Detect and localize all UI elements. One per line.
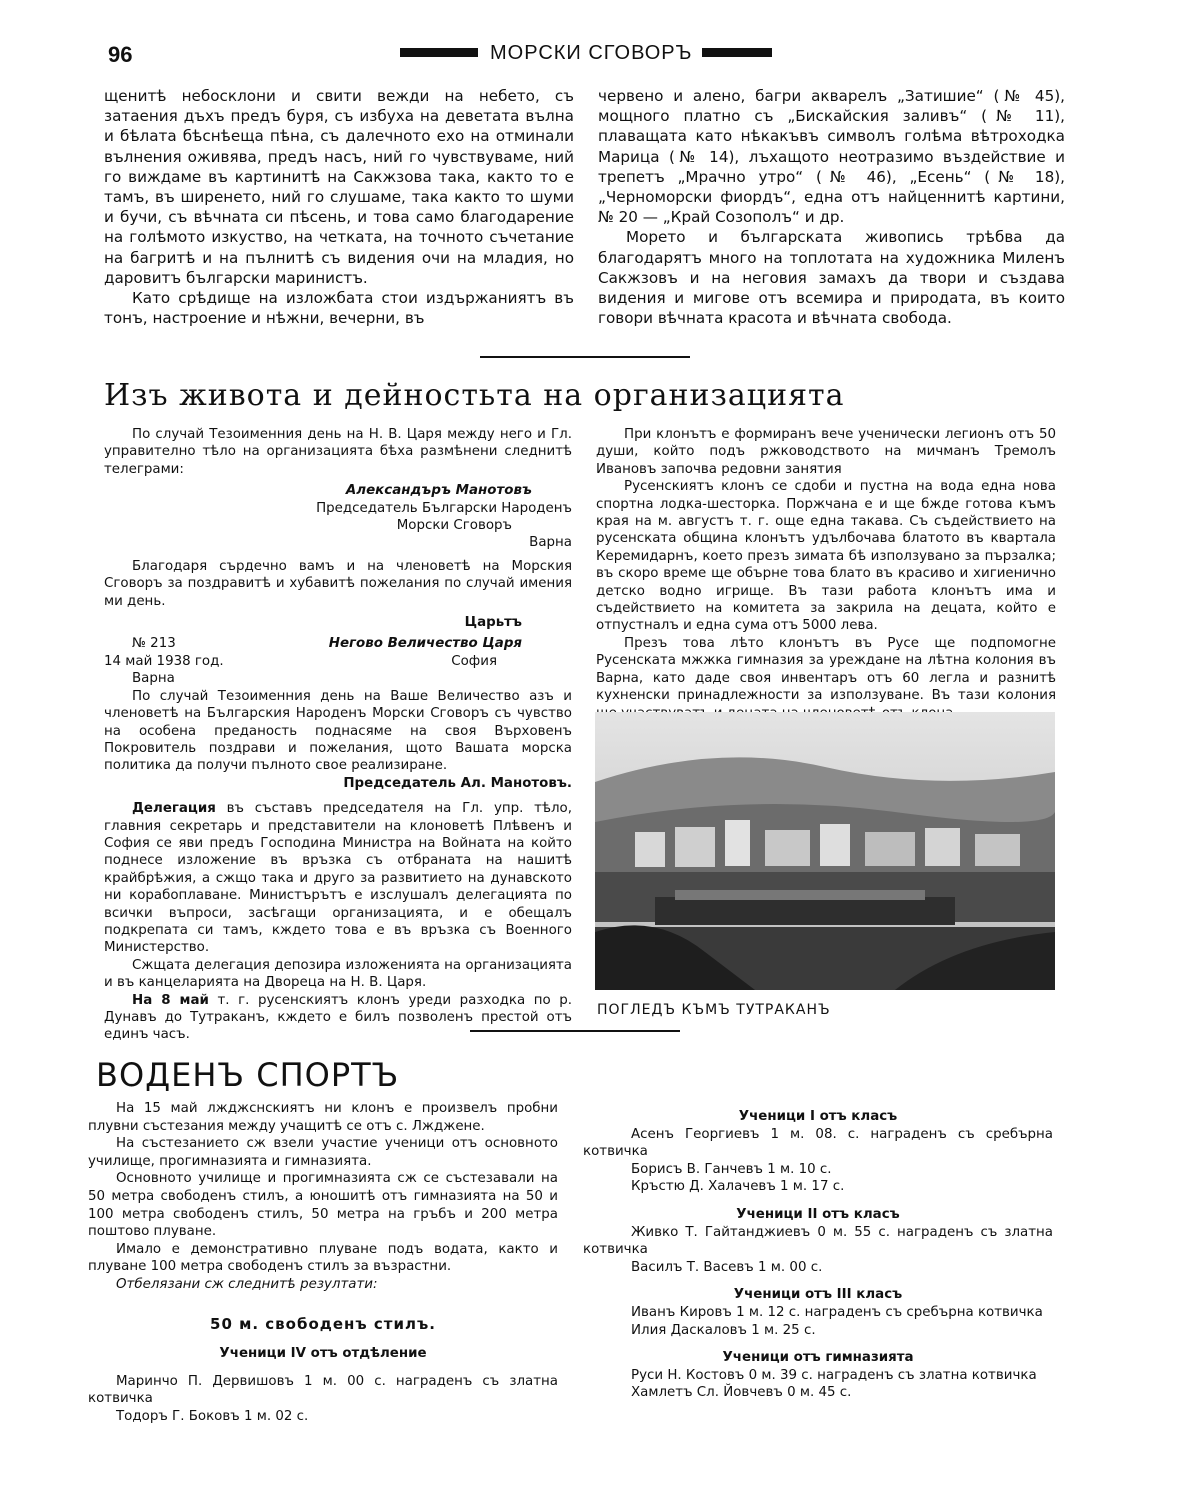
class2-result-2: Василъ Т. Васевъ 1 м. 00 с.	[631, 1259, 823, 1275]
page-number: 96	[108, 42, 133, 67]
photo-caption: ПОГЛЕДЪ КЪМЪ ТУТРАКАНЪ	[597, 1002, 831, 1018]
org-left-column	[104, 426, 572, 1044]
gym-result-2: Хамлетъ Сл. Йовчевъ 0 м. 45 с.	[631, 1385, 852, 1401]
org-right-p1: При клонътъ е формиранъ вече ученически легионъ отъ 50 души, който подъ ржководството на мичманъ Тремолъ Ивановъ започва редовни занятия	[596, 427, 1056, 477]
class1-result-2: Борисъ В. Ганчевъ 1 м. 10 с.	[631, 1161, 832, 1177]
sport-group-iv: Ученици IV отъ отдѣление	[219, 1346, 427, 1362]
telegram-addr-city: Варна	[529, 535, 572, 551]
org-p4-lead: Делегация	[132, 801, 216, 817]
sport-p3: Основното училище и прогимназията сж се състезавали на 50 метра свободенъ стилъ, а юношитѣ отъ гимназията на 50 и 100 метра свободенъ стилъ, 50 метра на гръбъ и 200 метра поштово плуване.	[88, 1171, 558, 1240]
org-p4-text: въ съставъ председателя на Гл. упр. тѣло, главния секретарь и представители на клоноветѣ Плѣвенъ и София се яви предъ Господина Министра на Войната на който поднесе изложение въ връзка съ отбраната на нашитѣ крайбрѣжия, а сжщо така и друго за развитието на дунавското ни корабоплаване. Министърътъ е изслушалъ делегацията по всички въпроси, засѣгащи организацията, и е обещалъ подкрепата си тамъ, кждето това е въ връзка съ Военного Министерство.	[104, 801, 572, 956]
class3-result-2: Илия Даскаловъ 1 м. 25 с.	[631, 1322, 816, 1338]
sport-result-2: Тодоръ Г. Боковъ 1 м. 02 с.	[116, 1408, 309, 1424]
group-class-2: Ученици II отъ класъ	[736, 1206, 900, 1222]
org-p6-lead: На 8 май	[132, 992, 209, 1008]
president-signature: Председатель Ал. Манотовъ.	[343, 775, 572, 791]
tsar-signature: Царьтъ	[464, 615, 522, 631]
sport-result-1: Маринчо П. Дервишовъ 1 м. 00 с. награденъ съ златна котвичка	[88, 1373, 558, 1407]
intro-right-p2: Морето и българската живопись трѣбва да благодарятъ много на топлотата на художника Миленъ Сакжзовъ и на неговия замахъ да твори и създава видения и мигове отъ всемира и природата, въ които говори вѣчната красота и вѣчната свобода.	[598, 228, 1065, 328]
intro-right-p1: червено и алено, багри акварелъ „Затишие“ (№ 45), мощного платно съ „Бискайския заливъ“ (№ 11), плаващата като нѣкакъвъ символъ голѣма вѣтроходка Марица (№ 14), лъхащото неотразимо въздействие и трепетъ „Мрачно утро“ (№ 46), „Есень“ (№ 18), „Черноморски фиордъ“, една отъ найценнитѣ картини, № 20 — „Край Созополъ“ и др.	[598, 87, 1065, 227]
intro-right-column	[598, 86, 1065, 328]
sport-right-column	[583, 1102, 1053, 1402]
telegram-recipient-city: София	[451, 653, 497, 669]
sport-p1: На 15 май лжджснскиятъ ни клонъ е произвелъ пробни плувни състезания между учащитѣ се отъ с. Лжджене.	[88, 1101, 558, 1134]
org-p6-text: т. г. русенскиятъ клонъ уреди разходка по р. Дунавъ до Тутраканъ, кждето е билъ позволенъ престой отъ единъ часъ.	[104, 992, 573, 1043]
telegram-meta-row2	[104, 653, 572, 670]
sport-section-title: ВОДЕНЪ СПОРТЪ	[96, 1056, 400, 1094]
telegram-sender-city: Варна	[132, 671, 175, 687]
class2-result-1: Живко Т. Гайтанджиевъ 0 м. 55 с. награденъ съ златна котвичка	[583, 1224, 1053, 1258]
header-bar-right	[702, 48, 772, 57]
tutrakan-photo-art	[595, 712, 1055, 990]
org-p3: По случай Тезоименния день на Ваше Величество азъ и членоветѣ на Българския Народенъ Морски Сговоръ съ чувство на особена преданость поднасяме на своя Върховенъ Покровитель поздрави и пожелания, щото Вашата морска политика да получи пълното свое реализиране.	[104, 688, 572, 774]
intro-left-p2: Като срѣдище на изложбата стои издържаниятъ въ тонъ, настроение и нѣжни, вечерни, въ	[104, 289, 574, 328]
sport-p4: Имало е демонстративно плуване подъ водата, както и плуване 100 метра свободенъ стилъ за възрастни.	[88, 1241, 558, 1275]
group-class-1: Ученици I отъ класъ	[738, 1109, 898, 1124]
org-p2: Благодаря сърдечно вамъ и на членоветѣ на Морския Сговоръ за поздравитѣ и хубавитѣ пожелания по случай имения ми день.	[104, 558, 572, 609]
gym-result-1: Руси Н. Костовъ 0 м. 39 с. награденъ съ златна котвичка	[631, 1367, 1037, 1383]
org-right-column	[596, 426, 1056, 722]
class1-result-3: Кръстю Д. Халачевъ 1 м. 17 с.	[631, 1179, 845, 1195]
group-gymnasium: Ученици отъ гимназията	[722, 1350, 914, 1366]
org-right-p3: Презъ това лѣто клонътъ въ Русе ще подпомогне Русенската мжжка гимназия за уреждане на лѣтна колония въ Варна, като даде своя инвентаръ отъ 60 легла и разнитѣ кухненски принадлежности за използуване. Въ тази колония	[596, 635, 1056, 704]
intro-left-column	[104, 86, 574, 328]
section-divider-1	[480, 356, 690, 358]
class3-result-1: Иванъ Кировъ 1 м. 12 с. награденъ съ сребърна котвичка	[631, 1304, 1043, 1320]
magazine-title: МОРСКИ СГОВОРЪ	[490, 42, 693, 64]
section-divider-2	[470, 1030, 680, 1032]
org-right-p2: Русенскиятъ клонъ се сдоби и пустна на вода една нова спортна лодка-шесторка. Поржчана е и ще бжде готова къмъ края на м. августъ т. г. още една такава. Съ съдействието на русенската община клонътъ удълбочава блатото въ квартала Керемидарнъ, което презъ зимата бѣ използувано за пързалка; въ скоро време ще обърне това блато въ красиво и хигиенично детско водно игрище. Въ тази работа клонътъ има и съдействието на комитета за закрила на децата, който е отпустналъ и една сума отъ 5000 лева.	[596, 479, 1056, 634]
org-p4	[104, 800, 572, 957]
org-p6	[104, 992, 572, 1044]
class1-result-1: Асенъ Георгиевъ 1 м. 08. с. награденъ съ сребърна котвичка	[583, 1126, 1053, 1160]
telegram-number: № 213	[132, 636, 176, 652]
sport-p5: Отбелязани сж следнитѣ резултати:	[116, 1276, 378, 1292]
tutrakan-photo	[595, 712, 1055, 990]
telegram-recipient: Негово Величество Царя	[328, 636, 522, 652]
org-section-title: Изъ живота и дейностьта на организацията	[104, 378, 845, 413]
sport-left-column	[88, 1100, 558, 1426]
header-bar-left	[400, 48, 478, 57]
telegram-addr-line2: Морски Сговоръ	[396, 518, 512, 534]
org-p5: Сжщата делегация депозира изложенията на организацията и въ канцеларията на Двореца на Н. В. Царя.	[104, 957, 572, 991]
telegram-meta-row1	[104, 635, 572, 652]
telegram-date: 14 май 1938 год.	[104, 653, 224, 669]
group-class-3: Ученици отъ III класъ	[733, 1287, 903, 1303]
org-p1: По случай Тезоименния день на Н. В. Царя между него и Гл. управително тѣло на организацията бѣха размѣнени следнитѣ телеграми:	[104, 427, 572, 477]
intro-left-p1: щенитѣ небосклони и свити вежди на небето, съ затаения дъхъ предъ буря, съ избуха на деветата вълна и бѣлата бѣснѣеща пѣна, съ далечното ехо на отминали вълнения оживява, предъ насъ, ний го чувствуваме, ний го виждаме въ картинитѣ на Сакжзова така, както то е тамъ, въ ширенето, ний го слушаме, така както то шуми и бучи, съ вѣчната си пѣсень, и това само благодарение на голѣмото изкуство, на четката, на точното съчетание на багритѣ и на пълнитѣ съ видения очи на младия, но даровитъ български маринистъ.	[104, 87, 574, 287]
sport-p2: На състезанието сж взели участие ученици отъ основното училище, прогимназията и гимназията.	[88, 1136, 558, 1169]
telegram-addr-line1: Председатель Български Народенъ	[316, 500, 572, 516]
telegram-addressee: Александъръ Манотовъ	[345, 483, 532, 499]
sport-subhead: 50 м. свободенъ стилъ.	[210, 1314, 436, 1333]
